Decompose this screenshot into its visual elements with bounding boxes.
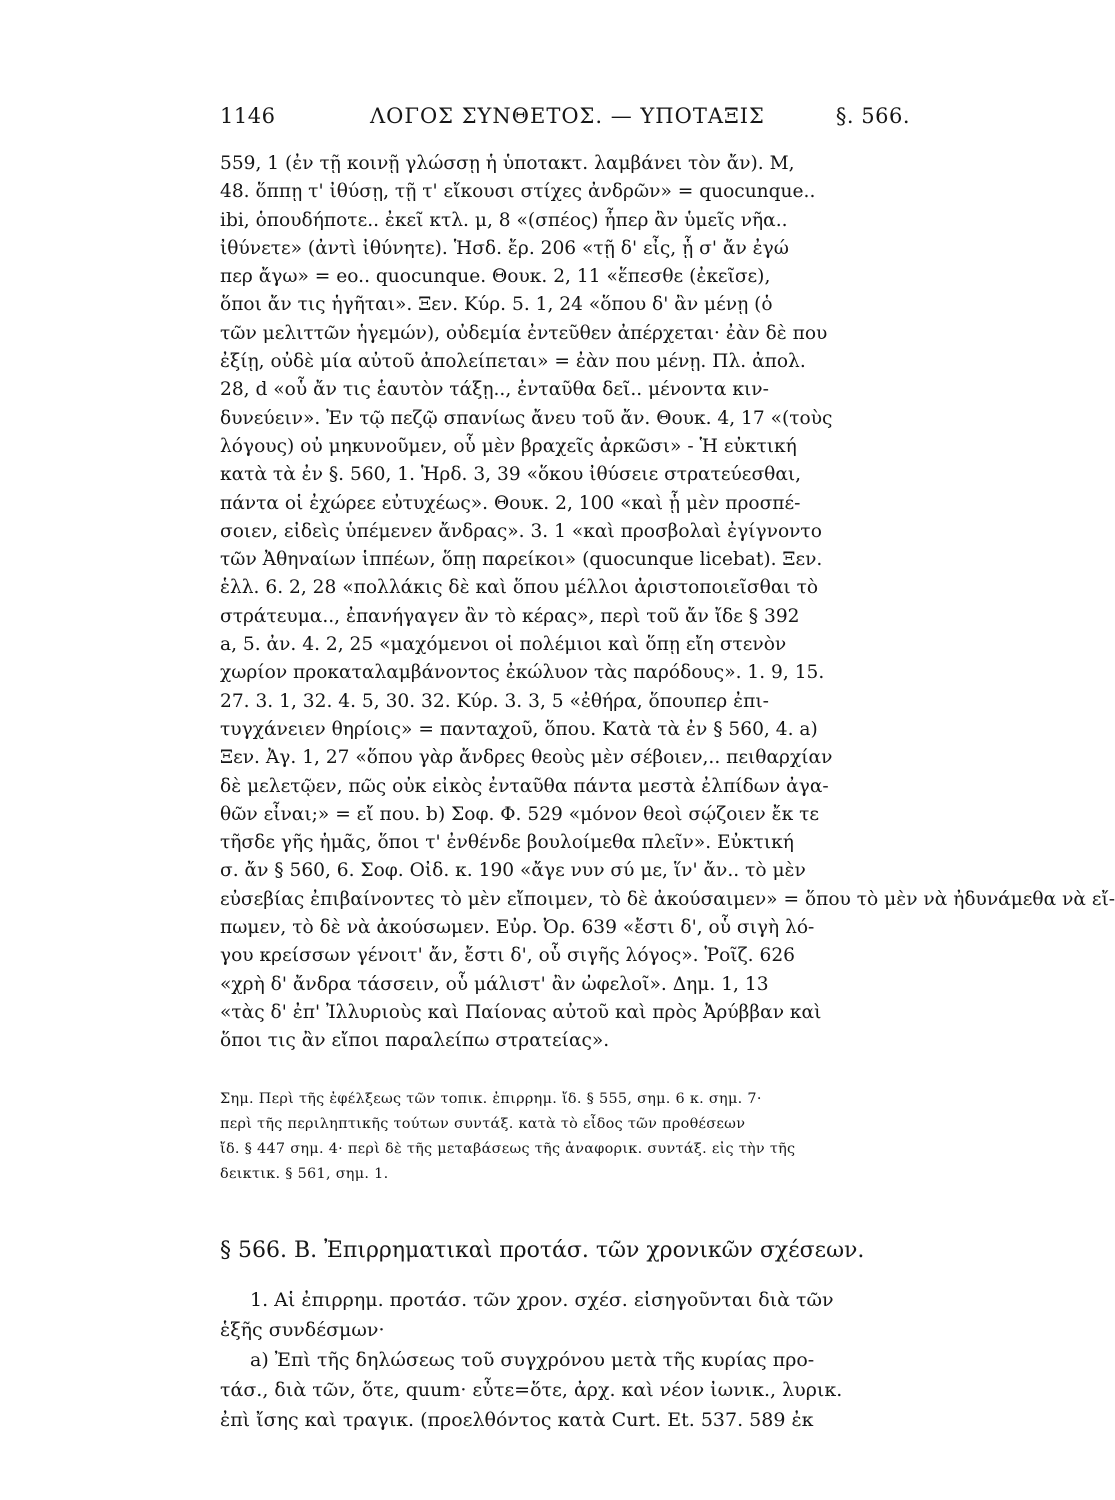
text-line: γου κρείσσων γένοιτ' ἄν, ἔστι δ', οὗ σιγῆς λόγος». Ῥοῖζ. 626 bbox=[220, 945, 795, 967]
section-line: ἐπὶ ἴσης καὶ τραγικ. (προελθόντος κατὰ Curt. Et. 537. 589 ἐκ bbox=[220, 1409, 814, 1431]
text-line: 559, 1 (ἐν τῇ κοινῇ γλώσσῃ ἡ ὑποτακτ. λαμβάνει τὸν ἄν). Μ, bbox=[220, 153, 795, 174]
text-line: χωρίον προκαταλαμβάνοντος ἐκώλυον τὰς παρόδους». 1. 9, 15. bbox=[220, 662, 825, 684]
text-line: δυνεύειν». Ἐν τῷ πεζῷ σπανίως ἄνευ τοῦ ἄν. Θουκ. 4, 17 «(τοὺς bbox=[220, 407, 833, 429]
text-line: κατὰ τὰ ἐν §. 560, 1. Ἡρδ. 3, 39 «ὅκου ἰθύσειε στρατεύεσθαι, bbox=[220, 464, 802, 486]
text-line: «χρὴ δ' ἄνδρα τάσσειν, οὗ μάλιστ' ἂν ὠφελοῖ». Δημ. 1, 13 bbox=[220, 973, 769, 995]
text-line: ἑλλ. 6. 2, 28 «πολλάκις δὲ καὶ ὅπου μέλλοι ἀριστοποιεῖσθαι τὸ bbox=[220, 577, 819, 599]
text-line: τυγχάνειεν θηρίοις» = πανταχοῦ, ὅπου. Κατὰ τὰ ἐν § 560, 4. a) bbox=[220, 718, 818, 740]
text-line: a, 5. ἀν. 4. 2, 25 «μαχόμενοι οἱ πολέμιοι καὶ ὅπῃ εἴη στενὸν bbox=[220, 634, 787, 656]
footnote bbox=[220, 1087, 910, 1187]
note-line: Σημ. Περὶ τῆς ἐφέλξεως τῶν τοπικ. ἐπιρρημ. ἴδ. § 555, σημ. 6 κ. σημ. 7· bbox=[220, 1091, 762, 1107]
text-line: λόγους) οὐ μηκυνοῦμεν, οὗ μὲν βραχεῖς ἀρκῶσι» - Ἡ εὐκτική bbox=[220, 435, 797, 457]
text-line: ὅποι ἄν τις ἡγῆται». Ξεν. Κύρ. 5. 1, 24 «ὅπου δ' ἂν μένῃ (ὁ bbox=[220, 294, 773, 316]
text-line: τῶν μελιττῶν ἡγεμών), οὐδεμία ἐντεῦθεν ἀπέρχεται· ἐὰν δὲ που bbox=[220, 322, 828, 344]
text-line: περ ἄγω» = eo.. quocunque. Θουκ. 2, 11 «ἕπεσθε (ἐκεῖσε), bbox=[220, 266, 771, 288]
text-line: στράτευμα.., ἐπανήγαγεν ἂν τὸ κέρας», περὶ τοῦ ἄν ἴδε § 392 bbox=[220, 605, 800, 627]
section-line: 1. Αἱ ἐπιρρημ. προτάσ. τῶν χρον. σχέσ. εἰσηγοῦνται διὰ τῶν bbox=[250, 1289, 834, 1311]
text-line: 28, d «οὗ ἄν τις ἑαυτὸν τάξῃ.., ἐνταῦθα δεῖ.. μένοντα κιν- bbox=[220, 379, 769, 401]
main-text bbox=[220, 150, 1115, 1056]
text-line: εὐσεβίας ἐπιβαίνοντες τὸ μὲν εἴποιμεν, τὸ δὲ ἀκούσαιμεν» = ὅπου τὸ μὲν νὰ ἠδυνάμεθα νὰ εἴ- bbox=[220, 888, 1115, 910]
running-header bbox=[220, 104, 910, 140]
section-heading: § 566. Β. Ἐπιρρηματικαὶ προτάσ. τῶν χρονικῶν σχέσεων. bbox=[220, 1238, 865, 1263]
text-line: 27. 3. 1, 32. 4. 5, 30. 32. Κύρ. 3. 3, 5 «ἐθήρα, ὅπουπερ ἐπι- bbox=[220, 690, 769, 712]
text-line: σ. ἄν § 560, 6. Σοφ. Οἰδ. κ. 190 «ἄγε νυν σύ με, ἵν' ἄν.. τὸ μὲν bbox=[220, 860, 806, 882]
text-line: ἐξίῃ, οὐδὲ μία αὐτοῦ ἀπολείπεται» = ἐὰν που μένῃ. Πλ. ἀπολ. bbox=[220, 351, 806, 373]
section-line: a) Ἐπὶ τῆς δηλώσεως τοῦ συγχρόνου μετὰ τῆς κυρίας προ- bbox=[250, 1349, 815, 1371]
note-line: περὶ τῆς περιληπτικῆς τούτων συντάξ. κατὰ τὸ εἶδος τῶν προθέσεων bbox=[220, 1116, 746, 1132]
section-marker: §. 566. bbox=[835, 104, 910, 128]
text-line: δὲ μελετῷεν, πῶς οὐκ εἰκὸς ἐνταῦθα πάντα μεστὰ ἐλπίδων ἀγα- bbox=[220, 775, 829, 797]
text-line: τῆσδε γῆς ἡμᾶς, ὅποι τ' ἐνθένδε βουλοίμεθα πλεῖν». Εὐκτική bbox=[220, 832, 794, 854]
text-line: ὅποι τις ἂν εἴποι παραλείπω στρατείας». bbox=[220, 1030, 610, 1052]
text-line: θῶν εἶναι;» = εἴ που. b) Σοφ. Φ. 529 «μόνον θεοὶ σῴζοιεν ἔκ τε bbox=[220, 803, 820, 825]
text-line: τῶν Ἀθηναίων ἱππέων, ὅπῃ παρείκοι» (quocunque licebat). Ξεν. bbox=[220, 549, 823, 571]
text-line: «τὰς δ' ἐπ' Ἰλλυριοὺς καὶ Παίονας αὐτοῦ καὶ πρὸς Ἀρύββαν καὶ bbox=[220, 1001, 822, 1023]
text-line: Ξεν. Ἀγ. 1, 27 «ὅπου γὰρ ἄνδρες θεοὺς μὲν σέβοιεν,.. πειθαρχίαν bbox=[220, 747, 833, 769]
text-line: ibi, ὁπουδήποτε.. ἐκεῖ κτλ. μ, 8 «(σπέος) ἧπερ ἂν ὑμεῖς νῆα.. bbox=[220, 209, 788, 231]
running-title: ΛΟΓΟΣ ΣΥΝΘΕΤΟΣ. — ΥΠΟΤΑΞΙΣ bbox=[370, 104, 765, 128]
section-line: ἑξῆς συνδέσμων· bbox=[220, 1319, 385, 1341]
text-line: σοιεν, εἰδεὶς ὑπέμενεν ἄνδρας». 3. 1 «καὶ προσβολαὶ ἐγίγνοντο bbox=[220, 520, 822, 542]
text-line: 48. ὅππῃ τ' ἰθύσῃ, τῇ τ' εἴκουσι στίχες ἀνδρῶν» = quocunque.. bbox=[220, 181, 816, 203]
text-line: ἰθύνετε» (ἀντὶ ἰθύνητε). Ἡσδ. ἔρ. 206 «τῇ δ' εἶς, ᾗ σ' ἄν ἐγώ bbox=[220, 237, 789, 259]
text-line: πάντα οἱ ἐχώρεε εὐτυχέως». Θουκ. 2, 100 «καὶ ᾗ μὲν προσπέ- bbox=[220, 492, 801, 514]
page-number: 1146 bbox=[220, 104, 276, 128]
section-text bbox=[220, 1285, 910, 1435]
note-line: ἴδ. § 447 σημ. 4· περὶ δὲ τῆς μεταβάσεως τῆς ἀναφορικ. συντάξ. εἰς τὴν τῆς bbox=[220, 1141, 796, 1157]
text-line: πωμεν, τὸ δὲ νὰ ἀκούσωμεν. Εὐρ. Ὀρ. 639 «ἔστι δ', οὗ σιγὴ λό- bbox=[220, 917, 815, 939]
section-line: τάσ., διὰ τῶν, ὅτε, quum· εὖτε=ὅτε, ἀρχ. καὶ νέον ἰωνικ., λυρικ. bbox=[220, 1379, 843, 1401]
note-line: δεικτικ. § 561, σημ. 1. bbox=[220, 1166, 389, 1182]
